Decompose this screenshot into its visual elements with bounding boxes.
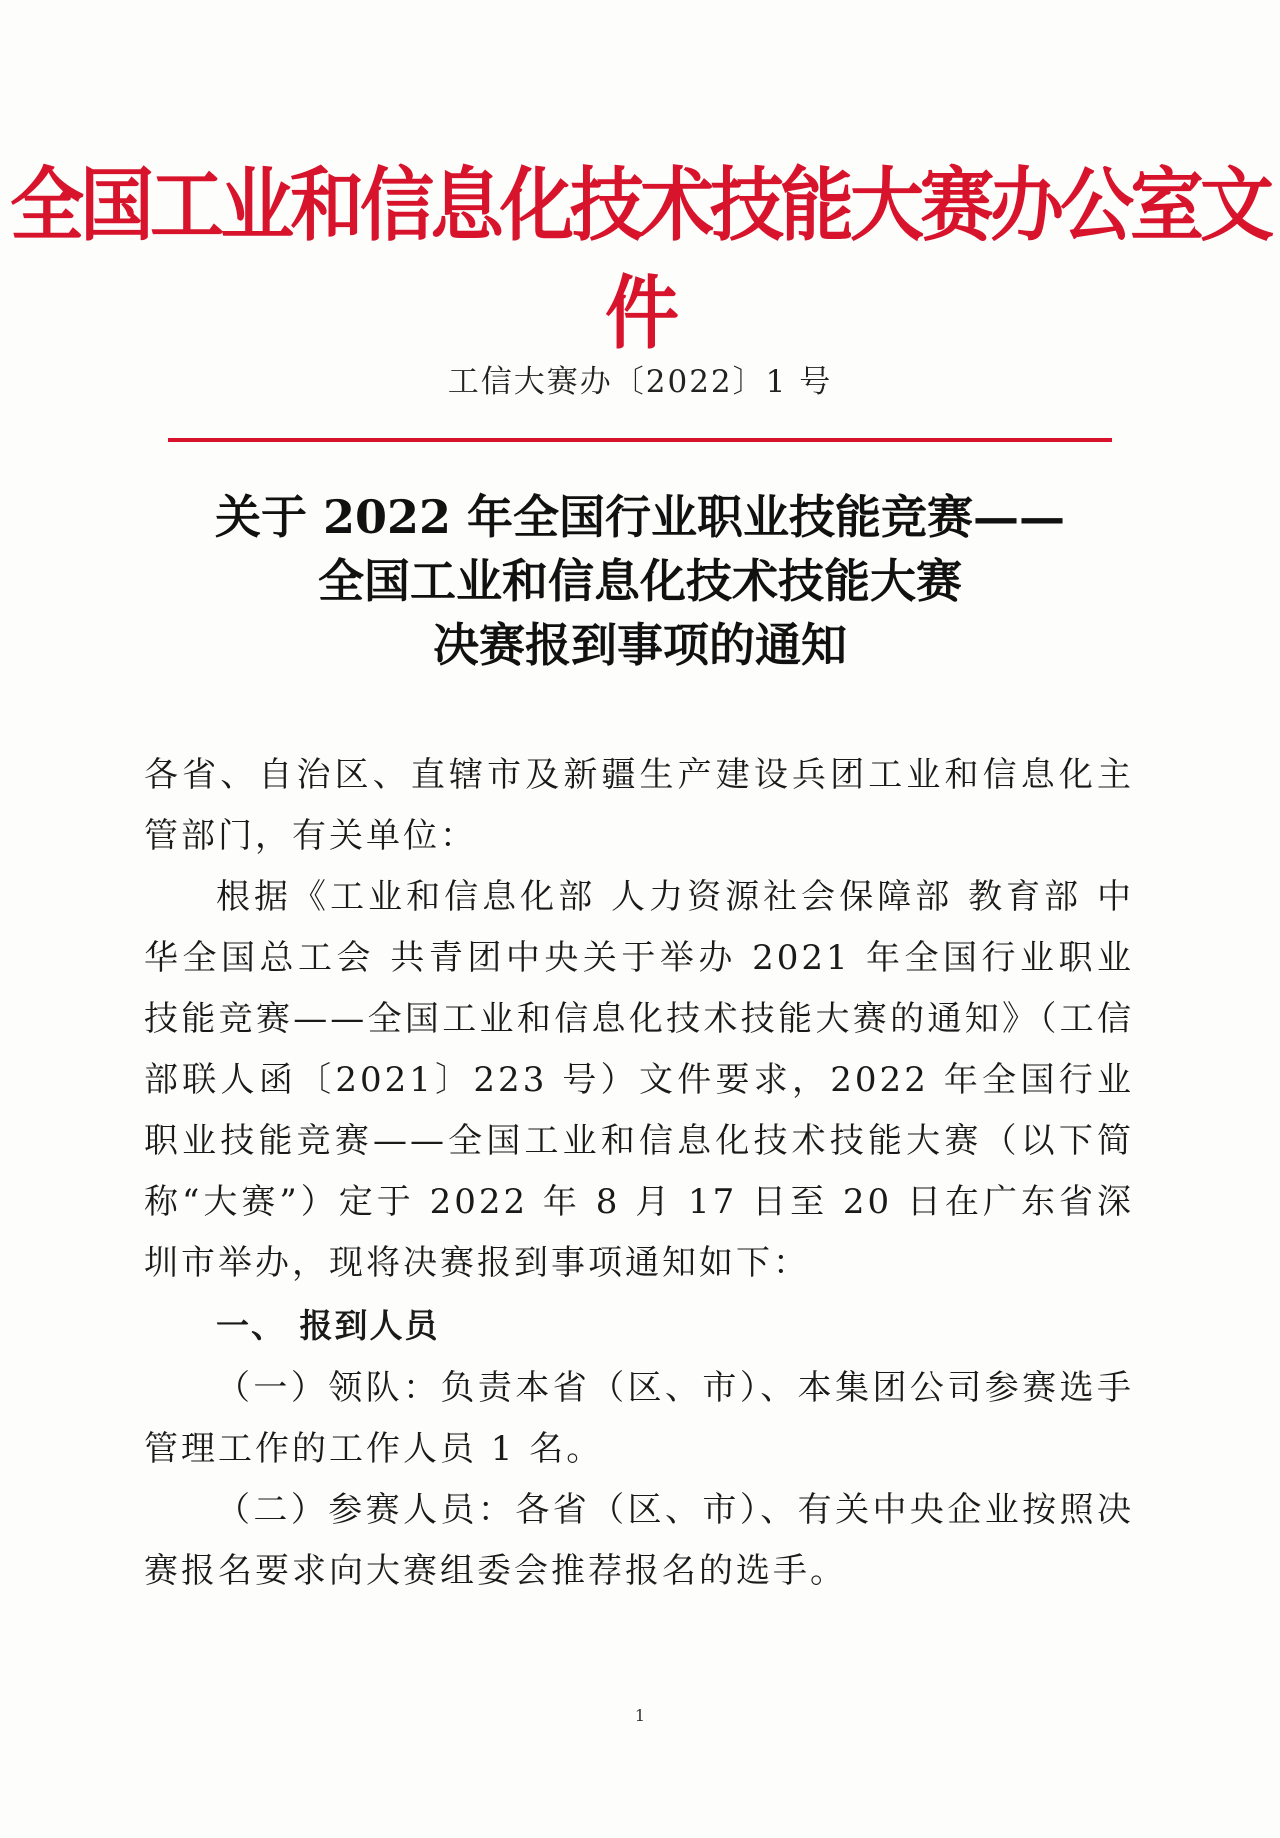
item-team-leader: （一）领队：负责本省（区、市）、本集团公司参赛选手管理工作的工作人员 1 名。	[144, 1368, 1134, 1469]
title-line-3: 决赛报到事项的通知	[433, 618, 847, 672]
page-number: 1	[634, 1706, 646, 1725]
document-body	[144, 745, 1134, 1602]
intro-paragraph: 根据《工业和信息化部 人力资源社会保障部 教育部 中华全国总工会 共青团中央关于举办 2021 年全国行业职业技能竞赛——全国工业和信息化技术技能大赛的通知》（工信部联人函〔2021〕223 号）文件要求，2022 年全国行业职业技能竞赛——全国工业和信息化技术技能大赛（以下简称“大赛”）定于 2022 年 8 月 17 日至 20 日在广东省深圳市举办，现将决赛报到事项通知如下：	[144, 877, 1134, 1283]
title-line-1: 关于 2022 年全国行业职业技能竞赛——	[214, 490, 1066, 544]
red-divider-line	[168, 438, 1112, 442]
section-heading-attendees: 一、 报到人员	[216, 1306, 440, 1345]
red-masthead: 全国工业和信息化技术技能大赛办公室文件	[10, 159, 1270, 361]
document-title	[0, 485, 1280, 677]
salutation: 各省、自治区、直辖市及新疆生产建设兵团工业和信息化主管部门，有关单位：	[144, 755, 1134, 856]
item-contestants: （二）参赛人员：各省（区、市）、有关中央企业按照决赛报名要求向大赛组委会推荐报名的选手。	[144, 1490, 1134, 1591]
title-line-2: 全国工业和信息化技术技能大赛	[318, 554, 962, 608]
document-number: 工信大赛办〔2022〕1 号	[447, 364, 833, 400]
